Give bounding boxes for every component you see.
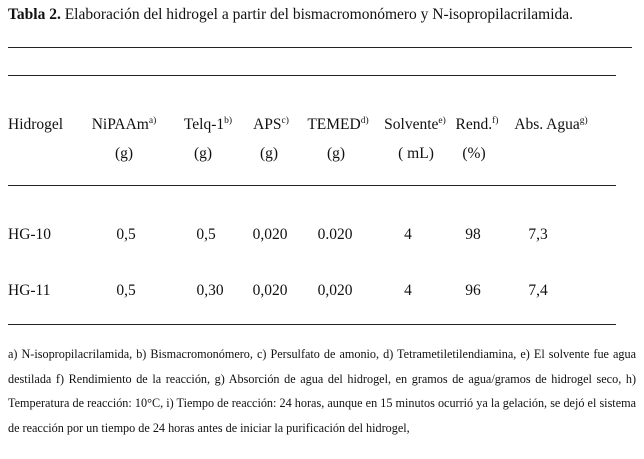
table-cell: 0,020 xyxy=(317,282,353,299)
header-solvente: Solvente$^{e)}$ xyxy=(384,116,446,133)
header-nipaam: NiPAAm$^{a)}$ xyxy=(91,116,157,133)
header-rend-unit: (%) xyxy=(462,145,486,162)
header-temed: TEMED$^{d)}$ xyxy=(307,116,369,133)
header-rule xyxy=(8,185,616,186)
top-rule-2 xyxy=(8,75,616,76)
table-cell: 0,30 xyxy=(196,282,224,299)
table-cell: 0,5 xyxy=(116,226,136,243)
table-cell: 7,4 xyxy=(528,282,548,299)
table-cell: 7,3 xyxy=(528,226,548,243)
table-cell: 0,5 xyxy=(196,226,216,243)
header-telq: Telq-1$^{b)}$ xyxy=(183,116,233,133)
header-aps: APS$^{c)}$ xyxy=(253,116,289,133)
table-caption xyxy=(8,6,573,24)
table-cell: HG-11 xyxy=(8,282,51,299)
table-cell: 0,020 xyxy=(252,226,288,243)
table-caption-label: Tabla 2. xyxy=(8,6,61,23)
table-cell: 0,020 xyxy=(252,282,288,299)
table-cell: 0,5 xyxy=(116,282,136,299)
header-temed-unit: (g) xyxy=(326,145,346,162)
header-telq-unit: (g) xyxy=(193,145,213,162)
table-cell: 98 xyxy=(465,226,481,243)
table-cell: 4 xyxy=(404,226,412,243)
table-cell: 4 xyxy=(404,282,412,299)
bottom-rule xyxy=(8,324,616,325)
header-rend: Rend.$^{f)}$ xyxy=(455,116,499,133)
header-aps-unit: (g) xyxy=(259,145,279,162)
table-cell: HG-10 xyxy=(8,226,52,243)
header-solvente-unit: ( mL) xyxy=(398,145,434,162)
header-hidrogel: Hidrogel xyxy=(8,116,64,133)
table-cell: 0.020 xyxy=(317,226,353,243)
top-rule-1 xyxy=(8,47,632,48)
table-caption-text: Elaboración del hidrogel a partir del bismacromonómero y N-isopropilacrilamida. xyxy=(60,6,574,23)
header-abs-agua: Abs. Agua$^{g)}$ xyxy=(514,116,588,133)
table-footnotes: a) N-isopropilacrilamida, b) Bismacromonómero, c) Persulfato de amonio, d) Tetrametiletilendiamina, e) El solvente fue agua destilada f) Rendimiento de la reacción, g) Absorción de agua del hidrogel, en gramos de agua/gramos de hidrogel seco, h) Temperatura de reacción: 10°C, i) Tiempo de reacción: 24 horas, aunque en 15 minutos ocurrió ya la gelación, se dejó el sistema de reacción por un tiempo de 24 horas antes de iniciar la purificación del hidrogel, xyxy=(8,347,636,435)
table-cell: 96 xyxy=(465,282,481,299)
header-nipaam-unit: (g) xyxy=(114,145,134,162)
